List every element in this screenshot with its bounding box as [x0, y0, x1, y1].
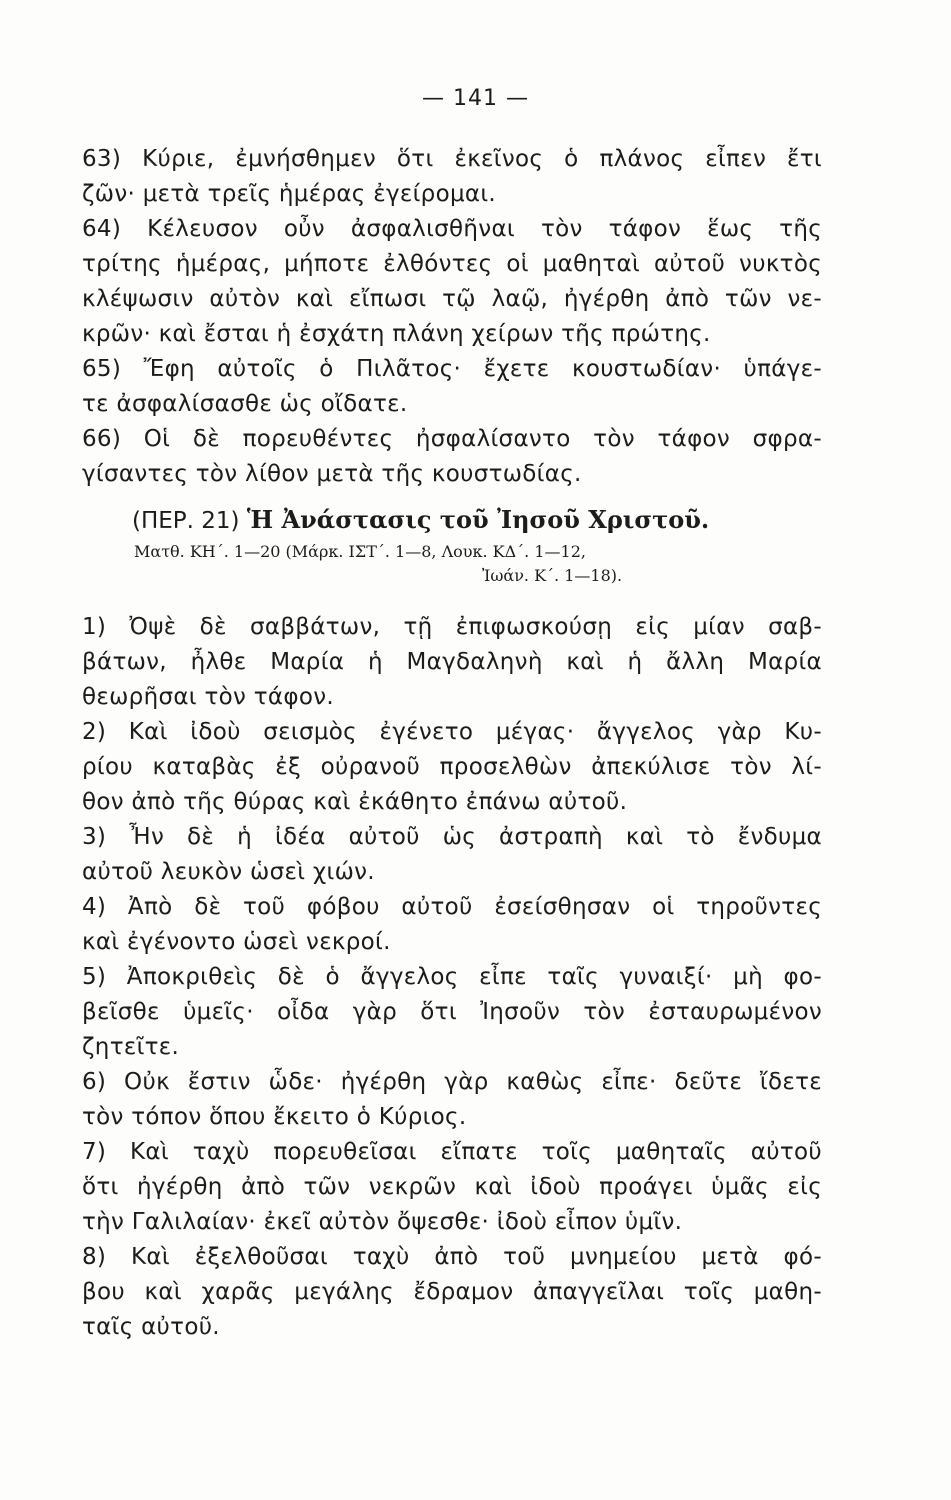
scripture-references: Ματθ. ΚΗ΄. 1—20 (Μάρκ. ΙΣΤ΄. 1—8, Λουκ. ΚΔ΄. 1—12, [134, 542, 586, 561]
text-line: 66) Οἱ δὲ πορευθέντες ἠσφαλίσαντο τὸν τάφον σφρα- [82, 426, 822, 452]
text-line: ζῶν· μετὰ τρεῖς ἡμέρας ἐγείρομαι. [82, 181, 497, 207]
text-line: θεωρῆσαι τὸν τάφον. [82, 684, 334, 710]
section-heading [82, 500, 822, 540]
text-line: τρίτης ἡμέρας, μήποτε ἐλθόντες οἱ μαθηταὶ αὐτοῦ νυκτὸς [82, 251, 822, 277]
text-line: βεῖσθε ὑμεῖς· οἶδα γὰρ ὅτι Ἰησοῦν τὸν ἐσταυρωμένον [82, 999, 822, 1025]
text-line: γίσαντες τὸν λίθον μετὰ τῆς κουστωδίας. [82, 461, 582, 487]
text-line: 7) Καὶ ταχὺ πορευθεῖσαι εἴπατε τοῖς μαθηταῖς αὐτοῦ [82, 1139, 822, 1165]
text-line: 2) Καὶ ἰδοὺ σεισμὸς ἐγένετο μέγας· ἄγγελος γὰρ Κυ- [82, 719, 822, 745]
text-line: τὸν τόπον ὅπου ἔκειτο ὁ Κύριος. [82, 1104, 467, 1130]
text-line: κλέψωσιν αὐτὸν καὶ εἴπωσι τῷ λαῷ, ἠγέρθη ἀπὸ τῶν νε- [82, 286, 822, 312]
text-line: κρῶν· καὶ ἔσται ἡ ἐσχάτη πλάνη χείρων τῆς πρώτης. [82, 321, 711, 347]
text-line: 5) Ἀποκριθεὶς δὲ ὁ ἄγγελος εἶπε ταῖς γυναιξί· μὴ φο- [82, 964, 822, 990]
verses-matthew-28 [82, 610, 822, 1345]
text-line: καὶ ἐγένοντο ὡσεὶ νεκροί. [82, 929, 391, 955]
text-line: τὴν Γαλιλαίαν· ἐκεῖ αὐτὸν ὄψεσθε· ἰδοὺ εἶπον ὑμῖν. [82, 1209, 683, 1235]
text-line: 6) Οὐκ ἔστιν ὧδε· ἠγέρθη γὰρ καθὼς εἶπε· δεῦτε ἴδετε [82, 1069, 822, 1095]
verses-matthew-27 [82, 142, 822, 492]
text-line: θον ἀπὸ τῆς θύρας καὶ ἐκάθητο ἐπάνω αὐτοῦ. [82, 789, 628, 815]
section-title: Ἡ Ἀνάστασις τοῦ Ἰησοῦ Χριστοῦ. [246, 505, 710, 534]
text-line: ζητεῖτε. [82, 1034, 180, 1060]
text-line: βάτων, ἦλθε Μαρία ἡ Μαγδαληνὴ καὶ ἡ ἄλλη Μαρία [82, 649, 822, 675]
text-line: βου καὶ χαρᾶς μεγάλης ἔδραμον ἀπαγγεῖλαι τοῖς μαθη- [82, 1279, 822, 1305]
text-line: 63) Κύριε, ἐμνήσθημεν ὅτι ἐκεῖνος ὁ πλάνος εἶπεν ἔτι [82, 146, 822, 172]
text-line: 64) Κέλευσον οὖν ἀσφαλισθῆναι τὸν τάφον ἕως τῆς [82, 216, 822, 242]
text-line: ὅτι ἠγέρθη ἀπὸ τῶν νεκρῶν καὶ ἰδοὺ προάγει ὑμᾶς εἰς [82, 1174, 822, 1200]
text-line: ταῖς αὐτοῦ. [82, 1314, 220, 1340]
scripture-references-cont: Ἰωάν. Κ΄. 1—18). [482, 566, 623, 585]
main-text [82, 142, 822, 1345]
text-line: 8) Καὶ ἐξελθοῦσαι ταχὺ ἀπὸ τοῦ μνημείου μετὰ φό- [82, 1244, 822, 1270]
text-line: ρίου καταβὰς ἐξ οὐρανοῦ προσελθὼν ἀπεκύλισε τὸν λί- [82, 754, 822, 780]
page-number: — 141 — [422, 86, 529, 111]
text-line: 4) Ἀπὸ δὲ τοῦ φόβου αὐτοῦ ἐσείσθησαν οἱ τηροῦντες [82, 894, 822, 920]
text-line: 3) Ἦν δὲ ἡ ἰδέα αὐτοῦ ὡς ἀστραπὴ καὶ τὸ ἔνδυμα [82, 824, 822, 850]
text-line: 65) Ἔφη αὐτοῖς ὁ Πιλᾶτος· ἔχετε κουστωδίαν· ὑπάγε- [82, 356, 822, 382]
section-number: (ΠΕΡ. 21) [132, 508, 240, 534]
text-line: τε ἀσφαλίσασθε ὡς οἴδατε. [82, 391, 408, 417]
text-line: αὐτοῦ λευκὸν ὡσεὶ χιών. [82, 859, 375, 885]
text-line: 1) Ὀψὲ δὲ σαββάτων, τῇ ἐπιφωσκούσῃ εἰς μίαν σαβ- [82, 614, 822, 640]
